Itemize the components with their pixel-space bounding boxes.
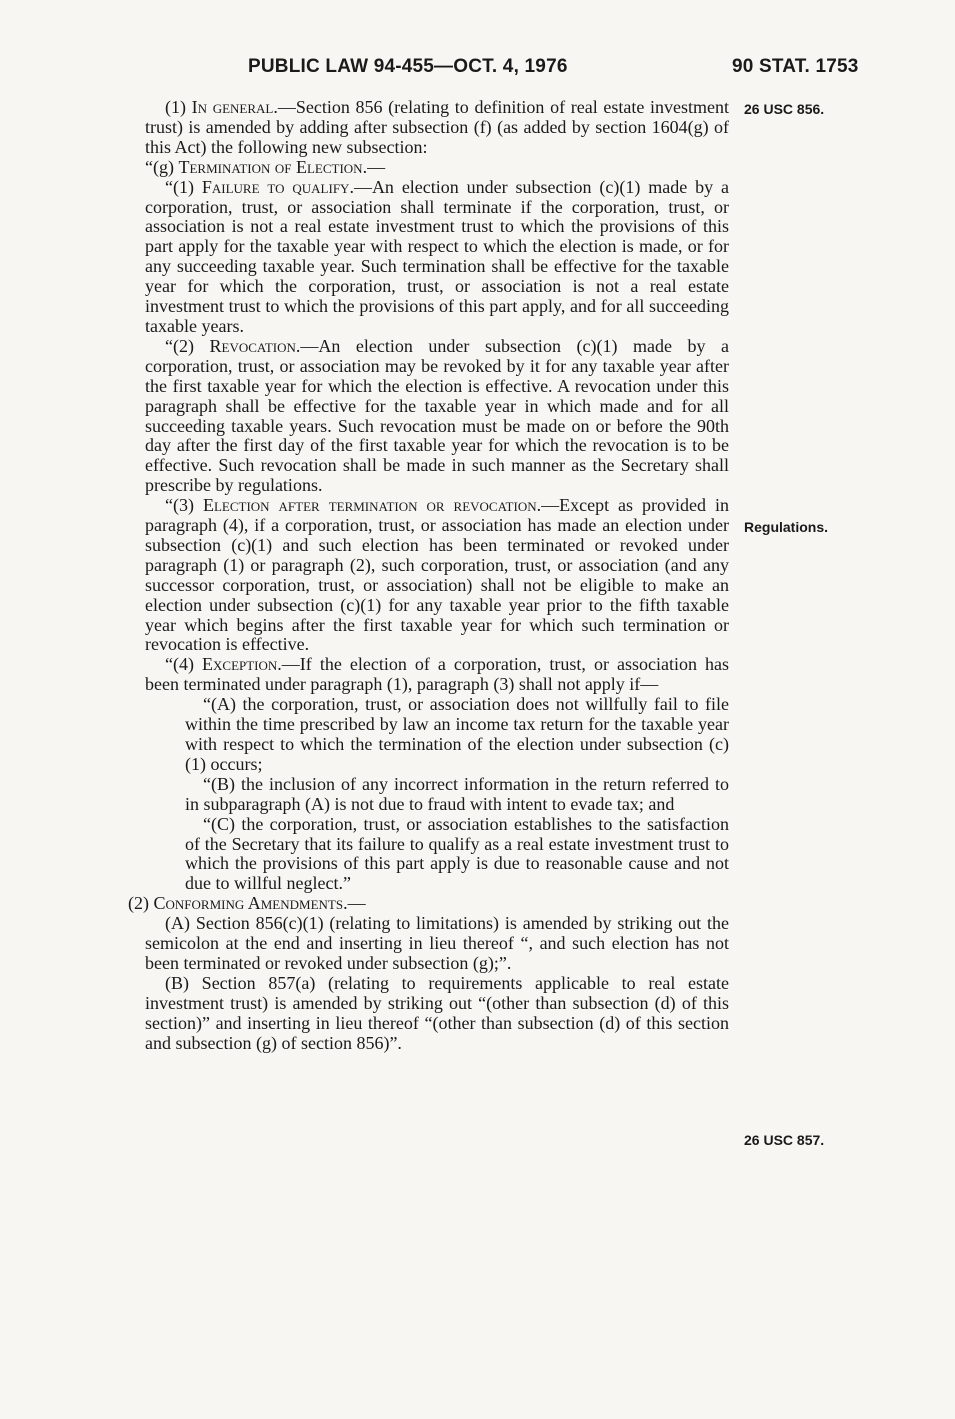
statute-page-number: 90 STAT. 1753 bbox=[732, 56, 859, 77]
margin-note-usc-857: 26 USC 857. bbox=[744, 1132, 825, 1148]
subparagraph-a: “(A) the corporation, trust, or association does not willfully fail to file within the time prescribed by law an income tax return for the taxable year with respect to which the termination of the election under subsection (c)(1) occurs; bbox=[185, 694, 729, 774]
amendment-a: (A) Section 856(c)(1) (relating to limitations) is amended by striking out the semicolon at the end and inserting in lieu thereof “, and such election has not been terminated or revoked under subsection (g);”. bbox=[145, 913, 729, 973]
heading-in-general: In general bbox=[191, 97, 274, 117]
subparagraph-b: “(B) the inclusion of any incorrect information in the return referred to in subparagraph (A) is not due to fraud with intent to evade tax; and bbox=[185, 773, 729, 814]
public-law-citation: PUBLIC LAW 94-455—OCT. 4, 1976 bbox=[248, 56, 568, 77]
paragraph-g3-election-after-termination: “(3) Election after termination or revocation.—Except as provided in paragraph (4), if a corporation, trust, or association has made an election under subsection (c)(1) and such election has been terminated or revoked under paragraph (1) or paragraph (2), such corporation, trust, or association (and any successor corporation, trust, or association) shall not be eligible to make an election under subsection (c)(1) for any taxable year prior to the fifth taxable year which begins after the first taxable year for which such termination or revocation is effective. bbox=[145, 495, 729, 655]
paragraph-1-in-general: (1) In general.—Section 856 (relating to definition of real estate investment trust) is amended by adding after subsection (f) (as added by section 1604(g) of this Act) the following new subsection: bbox=[145, 97, 729, 157]
margin-note-usc-856: 26 USC 856. bbox=[744, 101, 825, 117]
paragraph-g1-failure-to-qualify: “(1) Failure to qualify.—An election under subsection (c)(1) made by a corporation, trust, or association shall terminate if the corporation, trust, or association is not a real estate investment trust to which the provisions of this part apply for the taxable year with respect to which the election is made, or for any succeeding taxable year. Such termination shall be effective for the taxable year for which the corporation, trust, or association is not a real estate investment trust to which the provisions of this part apply, and for all succeeding taxable years. bbox=[145, 176, 729, 336]
document-body bbox=[128, 97, 729, 1054]
paragraph-2-conforming-amendments: (2) Conforming Amendments.— bbox=[128, 893, 366, 914]
subsection-g-heading: “(g) Termination of Election.— bbox=[145, 156, 386, 177]
paragraph-g4-exception: “(4) Exception.—If the election of a corporation, trust, or association has been terminated under paragraph (1), paragraph (3) shall not apply if— bbox=[145, 654, 729, 695]
subparagraph-c: “(C) the corporation, trust, or association establishes to the satisfaction of the Secretary that its failure to qualify as a real estate investment trust to which the provisions of this part apply is due to reasonable cause and not due to willful neglect.” bbox=[185, 813, 729, 894]
margin-note-regulations: Regulations. bbox=[744, 519, 829, 535]
paragraph-g2-revocation: “(2) Revocation.—An election under subsection (c)(1) made by a corporation, trust, or association may be revoked by it for any taxable year after the first taxable year for which the election is effective. A revocation under this paragraph shall be effective for the taxable year in which made and for all succeeding taxable years. Such revocation must be made on or before the 90th day after the first day of the first taxable year for which the revocation is to be effective. Such revocation shall be made in such manner as the Secretary shall prescribe by regulations. bbox=[145, 335, 729, 496]
amendment-b: (B) Section 857(a) (relating to requirements applicable to real estate investment trust) is amended by striking out “(other than subsection (d) of this section)” and inserting in lieu thereof “(other than subsection (d) of this section and subsection (g) of section 856)”. bbox=[145, 972, 729, 1053]
page-header bbox=[0, 56, 955, 82]
